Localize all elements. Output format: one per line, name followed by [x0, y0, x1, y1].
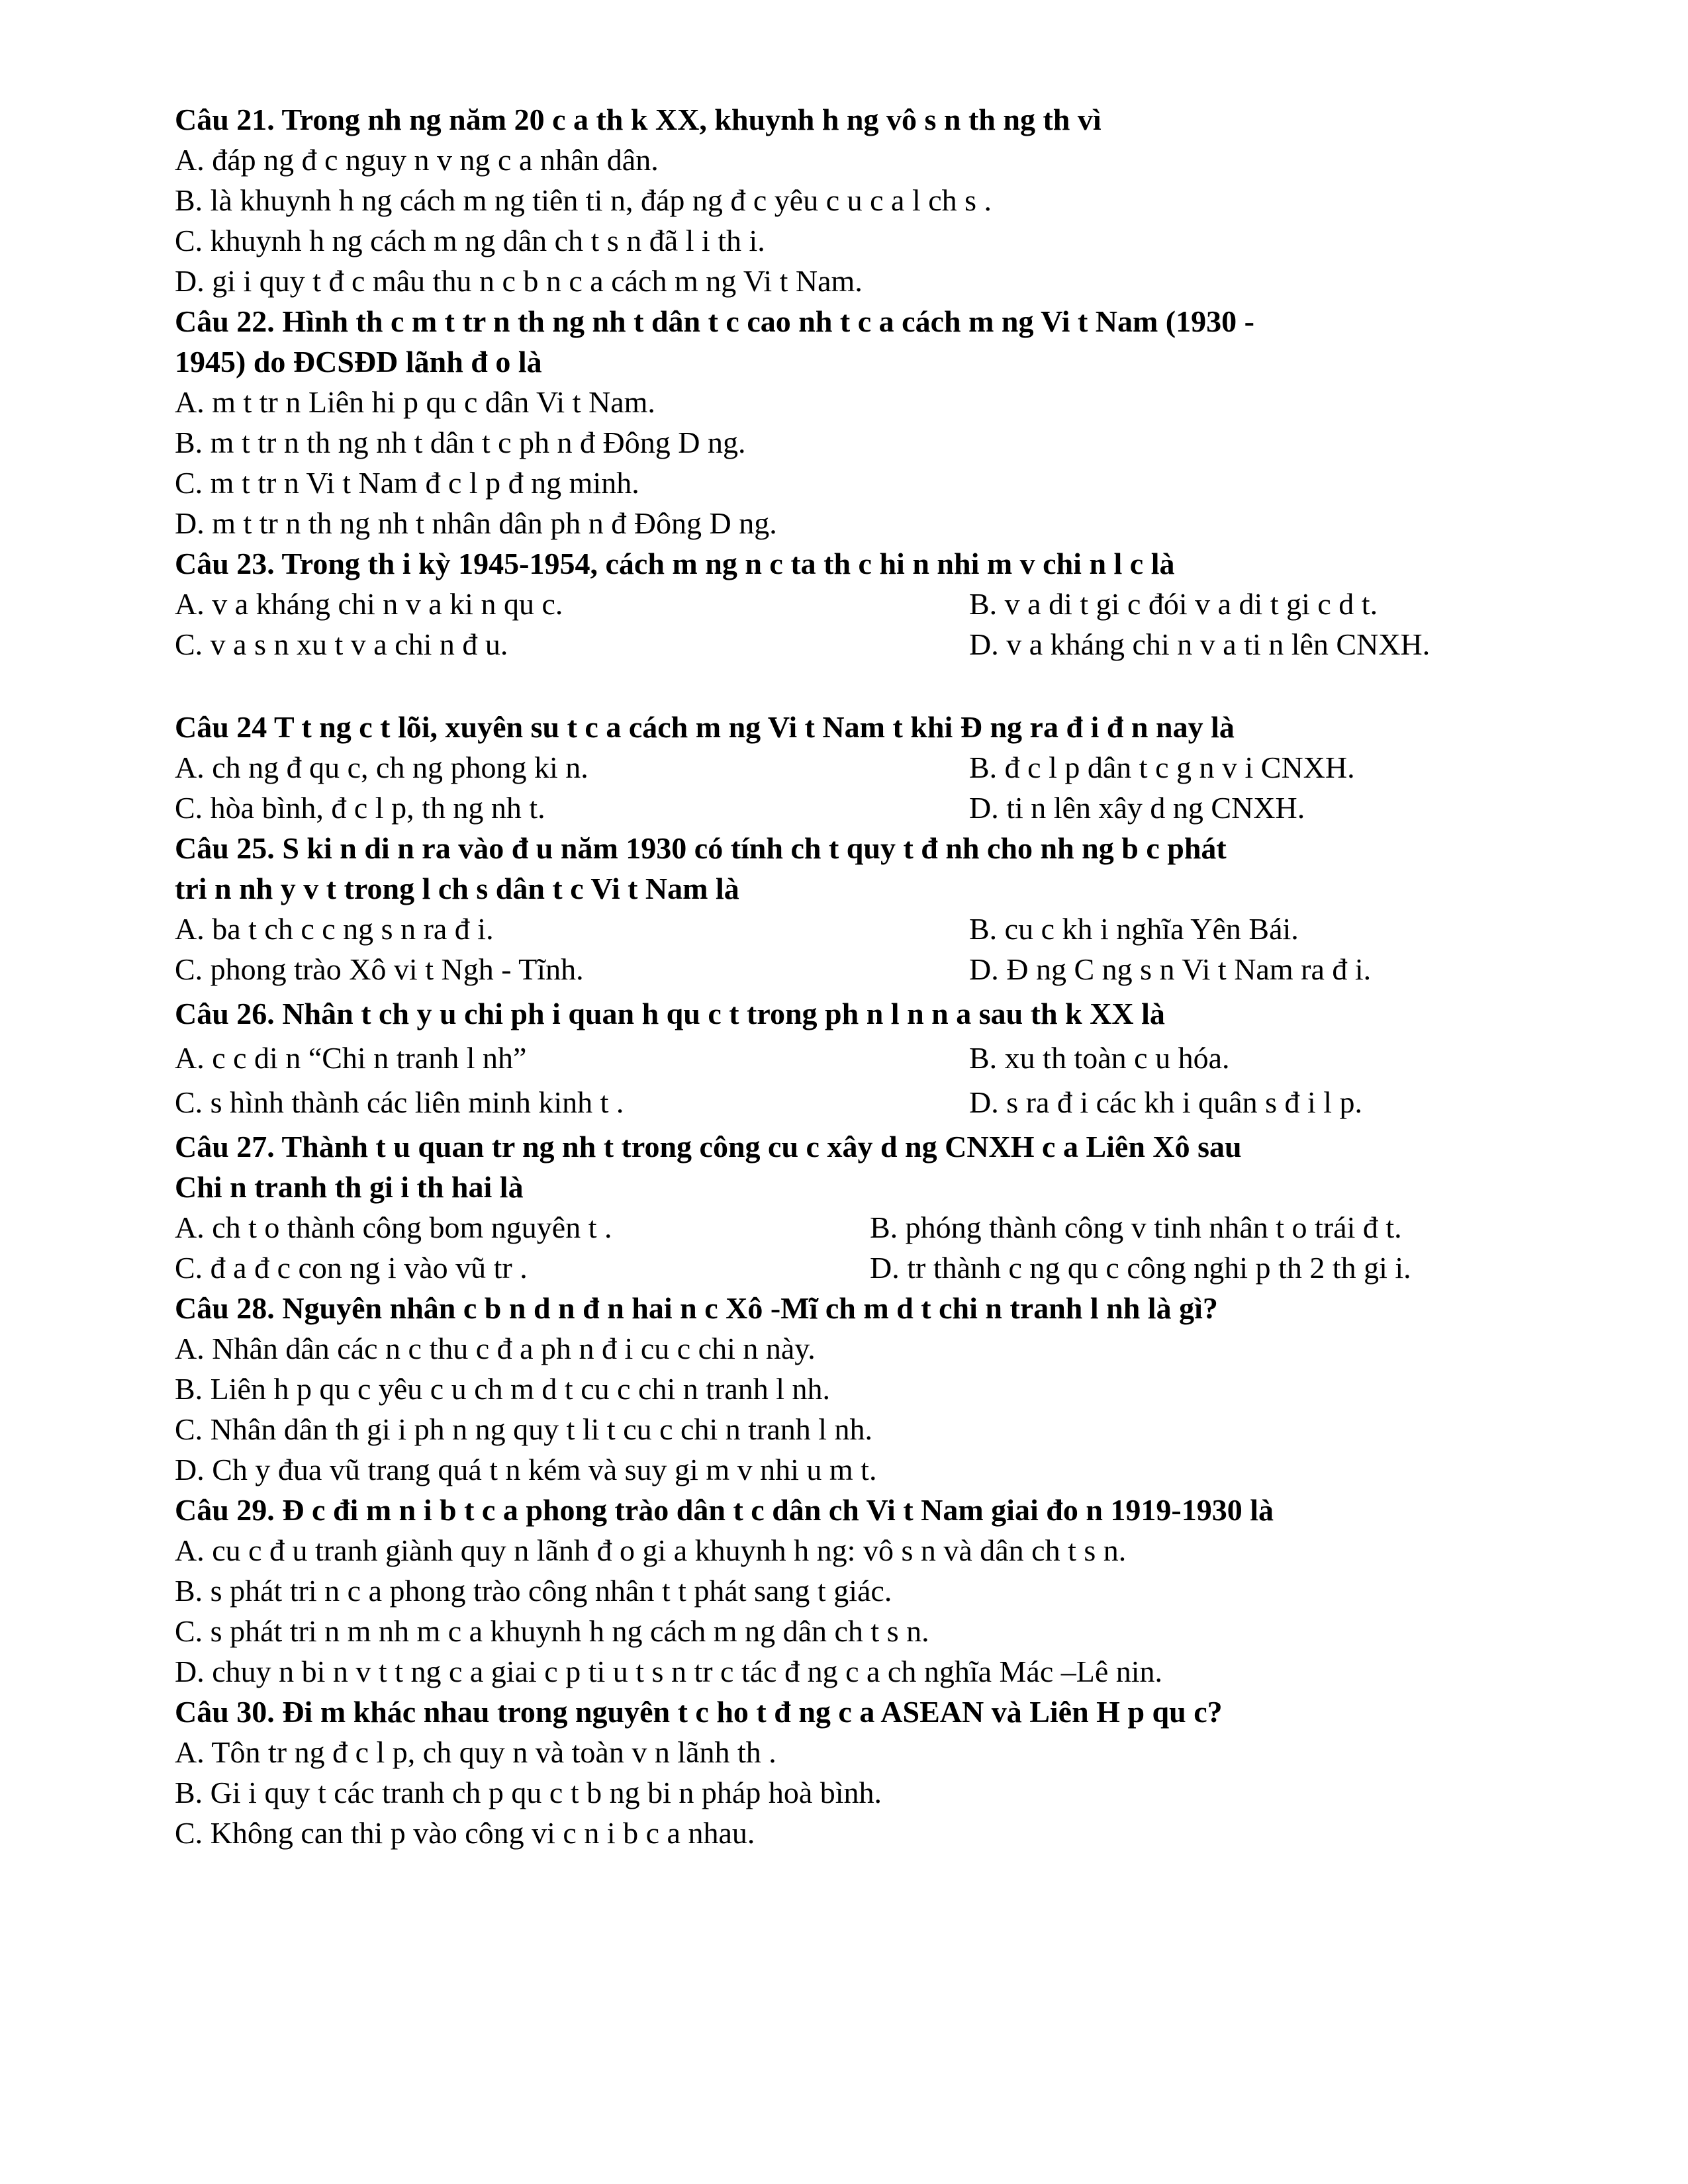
option-b: B. xu th toàn c u hóa. — [969, 1041, 1230, 1075]
question-23-stem — [175, 543, 1598, 584]
option-c: C. s hình thành các liên minh kinh t . — [175, 1085, 624, 1119]
question-25 — [175, 828, 1598, 989]
question-24-stem — [175, 707, 1598, 747]
question-text: S ki n di n ra vào đ u năm 1930 có tính ch t quy t đ nh cho nh ng b c phát — [274, 831, 1227, 865]
option-a: A. Tôn tr ng đ c l p, ch quy n và toàn v n lãnh th . — [175, 1735, 776, 1769]
option-d: D. m t tr n th ng nh t nhân dân ph n đ Đông D ng. — [175, 506, 777, 540]
options-row — [175, 949, 1598, 989]
question-number: Câu 25. — [175, 831, 275, 865]
question-26 — [175, 993, 1598, 1122]
option-d: D. gi i quy t đ c mâu thu n c b n c a cách m ng Vi t Nam. — [175, 264, 863, 298]
question-27 — [175, 1126, 1598, 1288]
options-row — [175, 1248, 1598, 1288]
question-23 — [175, 543, 1598, 664]
option-b: B. v a di t gi c đói v a di t gi c d t. — [969, 587, 1378, 621]
question-27-stem — [175, 1126, 1598, 1167]
option-b: B. đ c l p dân t c g n v i CNXH. — [969, 751, 1355, 784]
question-22-stem-cont: 1945) do ĐCSĐD lãnh đ o là — [175, 345, 542, 379]
question-text: Hình th c m t tr n th ng nh t dân t c cao nh t c a cách m ng Vi t Nam (1930 - — [274, 304, 1254, 338]
document-page — [175, 99, 1598, 1853]
question-number: Câu 28. — [175, 1291, 275, 1325]
question-22 — [175, 301, 1598, 543]
option-c: C. v a s n xu t v a chi n đ u. — [175, 627, 508, 661]
option-d: D. Ch y đua vũ trang quá t n kém và suy gi m v nhi u m t. — [175, 1453, 877, 1486]
option-d: D. s ra đ i các kh i quân s đ i l p. — [969, 1085, 1363, 1119]
question-21 — [175, 99, 1598, 301]
question-text: Nhân t ch y u chi ph i quan h qu c t trong ph n l n n a sau th k XX là — [274, 997, 1165, 1030]
question-22-stem — [175, 301, 1598, 341]
option-a: A. ch t o thành công bom nguyên t . — [175, 1210, 612, 1244]
option-d: D. Đ ng C ng s n Vi t Nam ra đ i. — [969, 952, 1372, 986]
question-30-stem — [175, 1692, 1598, 1732]
option-c: C. hòa bình, đ c l p, th ng nh t. — [175, 791, 545, 825]
question-text: Đi m khác nhau trong nguyên t c ho t đ ng c a ASEAN và Liên H p qu c? — [274, 1695, 1223, 1729]
question-number: Câu 29. — [175, 1493, 275, 1527]
question-25-stem — [175, 828, 1598, 868]
question-30 — [175, 1692, 1598, 1853]
option-a: A. v a kháng chi n v a ki n qu c. — [175, 587, 563, 621]
option-b: B. là khuynh h ng cách m ng tiên ti n, đáp ng đ c yêu c u c a l ch s . — [175, 183, 992, 217]
question-number: Câu 23. — [175, 547, 275, 580]
question-text: Trong nh ng năm 20 c a th k XX, khuynh h ng vô s n th ng th vì — [274, 103, 1102, 136]
question-29 — [175, 1490, 1598, 1692]
option-b: B. Liên h p qu c yêu c u ch m d t cu c chi n tranh l nh. — [175, 1372, 831, 1406]
option-b: B. cu c kh i nghĩa Yên Bái. — [969, 912, 1299, 946]
question-number: Câu 21. — [175, 103, 275, 136]
question-28 — [175, 1288, 1598, 1490]
option-d: D. chuy n bi n v t t ng c a giai c p ti u t s n tr c tác đ ng c a ch nghĩa Mác –Lê nin. — [175, 1655, 1163, 1688]
option-a: A. m t tr n Liên hi p qu c dân Vi t Nam. — [175, 385, 655, 419]
option-a: A. đáp ng đ c nguy n v ng c a nhân dân. — [175, 143, 659, 177]
question-text: Nguyên nhân c b n d n đ n hai n c Xô -Mĩ ch m d t chi n tranh l nh là gì? — [274, 1291, 1218, 1325]
options-row — [175, 1082, 1598, 1122]
option-d: D. tr thành c ng qu c công nghi p th 2 th gi i. — [870, 1251, 1411, 1285]
question-26-stem — [175, 993, 1598, 1034]
option-a: A. ch ng đ qu c, ch ng phong ki n. — [175, 751, 588, 784]
question-number: Câu 22. — [175, 304, 275, 338]
option-c: C. đ a đ c con ng i vào vũ tr . — [175, 1251, 528, 1285]
question-number: Câu 27. — [175, 1130, 275, 1163]
option-c: C. s phát tri n m nh m c a khuynh h ng cách m ng dân ch t s n. — [175, 1614, 929, 1648]
question-text: T t ng c t lõi, xuyên su t c a cách m ng Vi t Nam t khi Đ ng ra đ i đ n nay là — [267, 710, 1235, 744]
question-28-stem — [175, 1288, 1598, 1328]
options-row — [175, 909, 1598, 949]
option-b: B. m t tr n th ng nh t dân t c ph n đ Đông D ng. — [175, 426, 746, 459]
question-29-stem — [175, 1490, 1598, 1530]
options-row — [175, 1207, 1598, 1248]
option-a: A. c c di n “Chi n tranh l nh” — [175, 1041, 527, 1075]
options-row — [175, 788, 1598, 828]
question-number: Câu 24 — [175, 710, 267, 744]
question-text: Đ c đi m n i b t c a phong trào dân t c dân ch Vi t Nam giai đo n 1919-1930 là — [274, 1493, 1274, 1527]
option-d: D. v a kháng chi n v a ti n lên CNXH. — [969, 627, 1430, 661]
question-text: Thành t u quan tr ng nh t trong công cu c xây d ng CNXH c a Liên Xô sau — [274, 1130, 1242, 1163]
option-c: C. phong trào Xô vi t Ngh - Tĩnh. — [175, 952, 584, 986]
options-row — [175, 747, 1598, 788]
question-text: Trong th i kỳ 1945-1954, cách m ng n c ta th c hi n nhi m v chi n l c là — [274, 547, 1175, 580]
option-b: B. phóng thành công v tinh nhân t o trái đ t. — [870, 1210, 1402, 1244]
option-c: C. Không can thi p vào công vi c n i b c a nhau. — [175, 1816, 755, 1850]
option-c: C. Nhân dân th gi i ph n ng quy t li t cu c chi n tranh l nh. — [175, 1412, 873, 1446]
question-27-stem-cont: Chi n tranh th gi i th hai là — [175, 1170, 524, 1204]
question-21-stem — [175, 99, 1598, 140]
option-c: C. khuynh h ng cách m ng dân ch t s n đã l i th i. — [175, 224, 765, 257]
option-b: B. Gi i quy t các tranh ch p qu c t b ng bi n pháp hoà bình. — [175, 1776, 882, 1809]
question-number: Câu 30. — [175, 1695, 275, 1729]
option-b: B. s phát tri n c a phong trào công nhân t t phát sang t giác. — [175, 1574, 892, 1608]
options-row — [175, 584, 1598, 624]
option-a: A. Nhân dân các n c thu c đ a ph n đ i cu c chi n này. — [175, 1332, 816, 1365]
option-a: A. ba t ch c c ng s n ra đ i. — [175, 912, 494, 946]
options-row — [175, 624, 1598, 664]
question-24 — [175, 707, 1598, 828]
question-25-stem-cont: tri n nh y v t trong l ch s dân t c Vi t Nam là — [175, 872, 739, 905]
option-a: A. cu c đ u tranh giành quy n lãnh đ o gi a khuynh h ng: vô s n và dân ch t s n. — [175, 1533, 1127, 1567]
question-number: Câu 26. — [175, 997, 275, 1030]
option-d: D. ti n lên xây d ng CNXH. — [969, 791, 1305, 825]
blank-line — [175, 664, 1598, 707]
option-c: C. m t tr n Vi t Nam đ c l p đ ng minh. — [175, 466, 639, 500]
options-row — [175, 1038, 1598, 1078]
